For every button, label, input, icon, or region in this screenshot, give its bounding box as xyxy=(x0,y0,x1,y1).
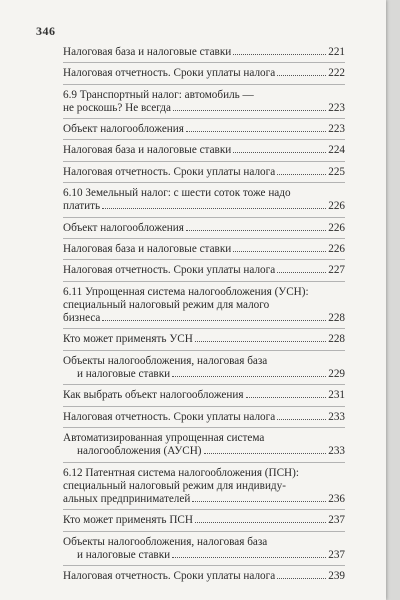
toc-entry[interactable] xyxy=(63,389,345,402)
entry-title-line: Объект налогообложения xyxy=(63,221,184,234)
toc-entry[interactable] xyxy=(63,222,345,235)
entry-title-line: специальный налоговый режим для малого xyxy=(63,298,270,311)
entry-divider xyxy=(63,427,345,428)
dot-leader xyxy=(233,152,326,153)
entry-title-line: Объект налогообложения xyxy=(63,123,184,136)
dot-leader xyxy=(233,251,326,252)
entry-title-line: Как выбрать объект налогообложения xyxy=(63,389,244,402)
toc-section-heading[interactable] xyxy=(63,286,345,326)
entry-title-line: Налоговая отчетность. Сроки уплаты налога xyxy=(63,410,276,423)
entry-divider xyxy=(63,281,345,282)
entry-divider xyxy=(63,328,345,329)
entry-title-line: Налоговая отчетность. Сроки уплаты налога xyxy=(63,67,276,80)
dot-leader xyxy=(172,557,326,558)
toc-entry[interactable] xyxy=(63,432,345,459)
entry-title-line: налогообложения (АУСН) xyxy=(77,445,202,458)
entry-title-line: Налоговая отчетность. Сроки уплаты налога xyxy=(63,570,276,583)
toc-entry[interactable] xyxy=(63,123,345,136)
entry-divider xyxy=(63,565,345,566)
entry-page-number: 221 xyxy=(328,46,345,58)
entry-page-number: 237 xyxy=(328,549,345,562)
toc-entry[interactable] xyxy=(63,67,345,80)
dot-leader xyxy=(173,110,326,111)
entry-divider xyxy=(63,350,345,351)
entry-divider xyxy=(63,118,345,119)
entry-title-line: Налоговая база и налоговые ставки xyxy=(63,144,232,157)
entry-divider xyxy=(63,182,345,183)
dot-leader xyxy=(204,453,327,454)
dot-leader xyxy=(186,131,326,132)
entry-page-number: 226 xyxy=(328,242,345,255)
entry-divider xyxy=(63,238,345,239)
dot-leader xyxy=(277,75,326,76)
dot-leader xyxy=(277,174,326,175)
dot-leader xyxy=(102,208,326,209)
entry-title-line: Налоговая база и налоговые ставки xyxy=(63,46,232,58)
entry-divider xyxy=(63,384,345,385)
dot-leader xyxy=(195,522,326,523)
toc-entry[interactable] xyxy=(63,570,345,583)
entry-divider xyxy=(63,84,345,85)
entry-page-number: 236 xyxy=(328,493,345,506)
entry-divider xyxy=(63,259,345,260)
entry-page-number: 228 xyxy=(328,333,345,346)
entry-divider xyxy=(63,406,345,407)
entry-title-line: Объекты налогообложения, налоговая база xyxy=(63,535,268,548)
entry-page-number: 233 xyxy=(328,445,345,458)
toc-entry[interactable] xyxy=(63,333,345,346)
entry-page-number: 228 xyxy=(328,312,345,325)
entry-title-line: и налоговые ставки xyxy=(77,368,171,381)
toc-entry[interactable] xyxy=(63,144,345,157)
entry-title-line: 6.12 Патентная система налогообложения (ПСН): xyxy=(63,466,299,479)
dot-leader xyxy=(246,397,327,398)
entry-page-number: 239 xyxy=(328,570,345,583)
entry-divider xyxy=(63,217,345,218)
dot-leader xyxy=(172,376,326,377)
dot-leader xyxy=(277,272,326,273)
entry-page-number: 223 xyxy=(328,123,345,136)
entry-title-line: альных предпринимателей xyxy=(63,493,191,506)
entry-divider xyxy=(63,531,345,532)
entry-page-number: 227 xyxy=(328,264,345,277)
entry-page-number: 224 xyxy=(328,144,345,157)
entry-page-number: 231 xyxy=(328,389,345,402)
entry-divider xyxy=(63,139,345,140)
entry-title-line: не роскошь? Не всегда xyxy=(63,101,171,114)
entry-title-line: и налоговые ставки xyxy=(77,549,171,562)
dot-leader xyxy=(277,419,326,420)
entry-title-line: бизнеса xyxy=(63,312,101,325)
dot-leader xyxy=(186,230,326,231)
toc-section-heading[interactable] xyxy=(63,187,345,214)
entry-title-line: платить xyxy=(63,200,101,213)
entry-page-number: 237 xyxy=(328,514,345,527)
dot-leader xyxy=(277,578,326,579)
entry-title-line: 6.10 Земельный налог: с шести соток тоже надо xyxy=(63,187,291,200)
entry-title-line: Кто может применять УСН xyxy=(63,333,193,346)
entry-divider xyxy=(63,62,345,63)
table-of-contents xyxy=(63,46,345,584)
toc-entry[interactable] xyxy=(63,536,345,563)
entry-divider xyxy=(63,509,345,510)
entry-page-number: 226 xyxy=(328,221,345,234)
dot-leader xyxy=(102,320,326,321)
entry-title-line: Автоматизированная упрощенная система xyxy=(63,431,265,444)
entry-title-line: Кто может применять ПСН xyxy=(63,514,193,527)
entry-title-line: специальный налоговый режим для индивиду- xyxy=(63,479,286,492)
entry-title-line: 6.11 Упрощенная система налогообложения (УСН): xyxy=(63,285,309,298)
dot-leader xyxy=(192,501,326,502)
entry-divider xyxy=(63,462,345,463)
toc-entry[interactable] xyxy=(63,264,345,277)
entry-title-line: Объекты налогообложения, налоговая база xyxy=(63,354,268,367)
toc-section-heading[interactable] xyxy=(63,467,345,507)
entry-page-number: 233 xyxy=(328,410,345,423)
toc-entry[interactable] xyxy=(63,243,345,256)
toc-entry[interactable] xyxy=(63,166,345,179)
entry-title-line: 6.9 Транспортный налог: автомобиль — xyxy=(63,88,254,101)
entry-page-number: 223 xyxy=(328,101,345,114)
entry-divider xyxy=(63,161,345,162)
toc-entry[interactable] xyxy=(63,514,345,527)
toc-entry[interactable] xyxy=(63,411,345,424)
entry-page-number: 222 xyxy=(328,67,345,80)
entry-title-line: Налоговая база и налоговые ставки xyxy=(63,242,232,255)
entry-page-number: 229 xyxy=(328,368,345,381)
entry-page-number: 225 xyxy=(328,165,345,178)
entry-title-line: Налоговая отчетность. Сроки уплаты налога xyxy=(63,264,276,277)
page-number: 346 xyxy=(36,24,56,38)
dot-leader xyxy=(195,341,326,342)
entry-title-line: Налоговая отчетность. Сроки уплаты налога xyxy=(63,165,276,178)
entry-page-number: 226 xyxy=(328,200,345,213)
dot-leader xyxy=(233,54,326,55)
toc-entry[interactable] xyxy=(63,46,345,59)
toc-entry[interactable] xyxy=(63,355,345,382)
toc-section-heading[interactable] xyxy=(63,89,345,116)
